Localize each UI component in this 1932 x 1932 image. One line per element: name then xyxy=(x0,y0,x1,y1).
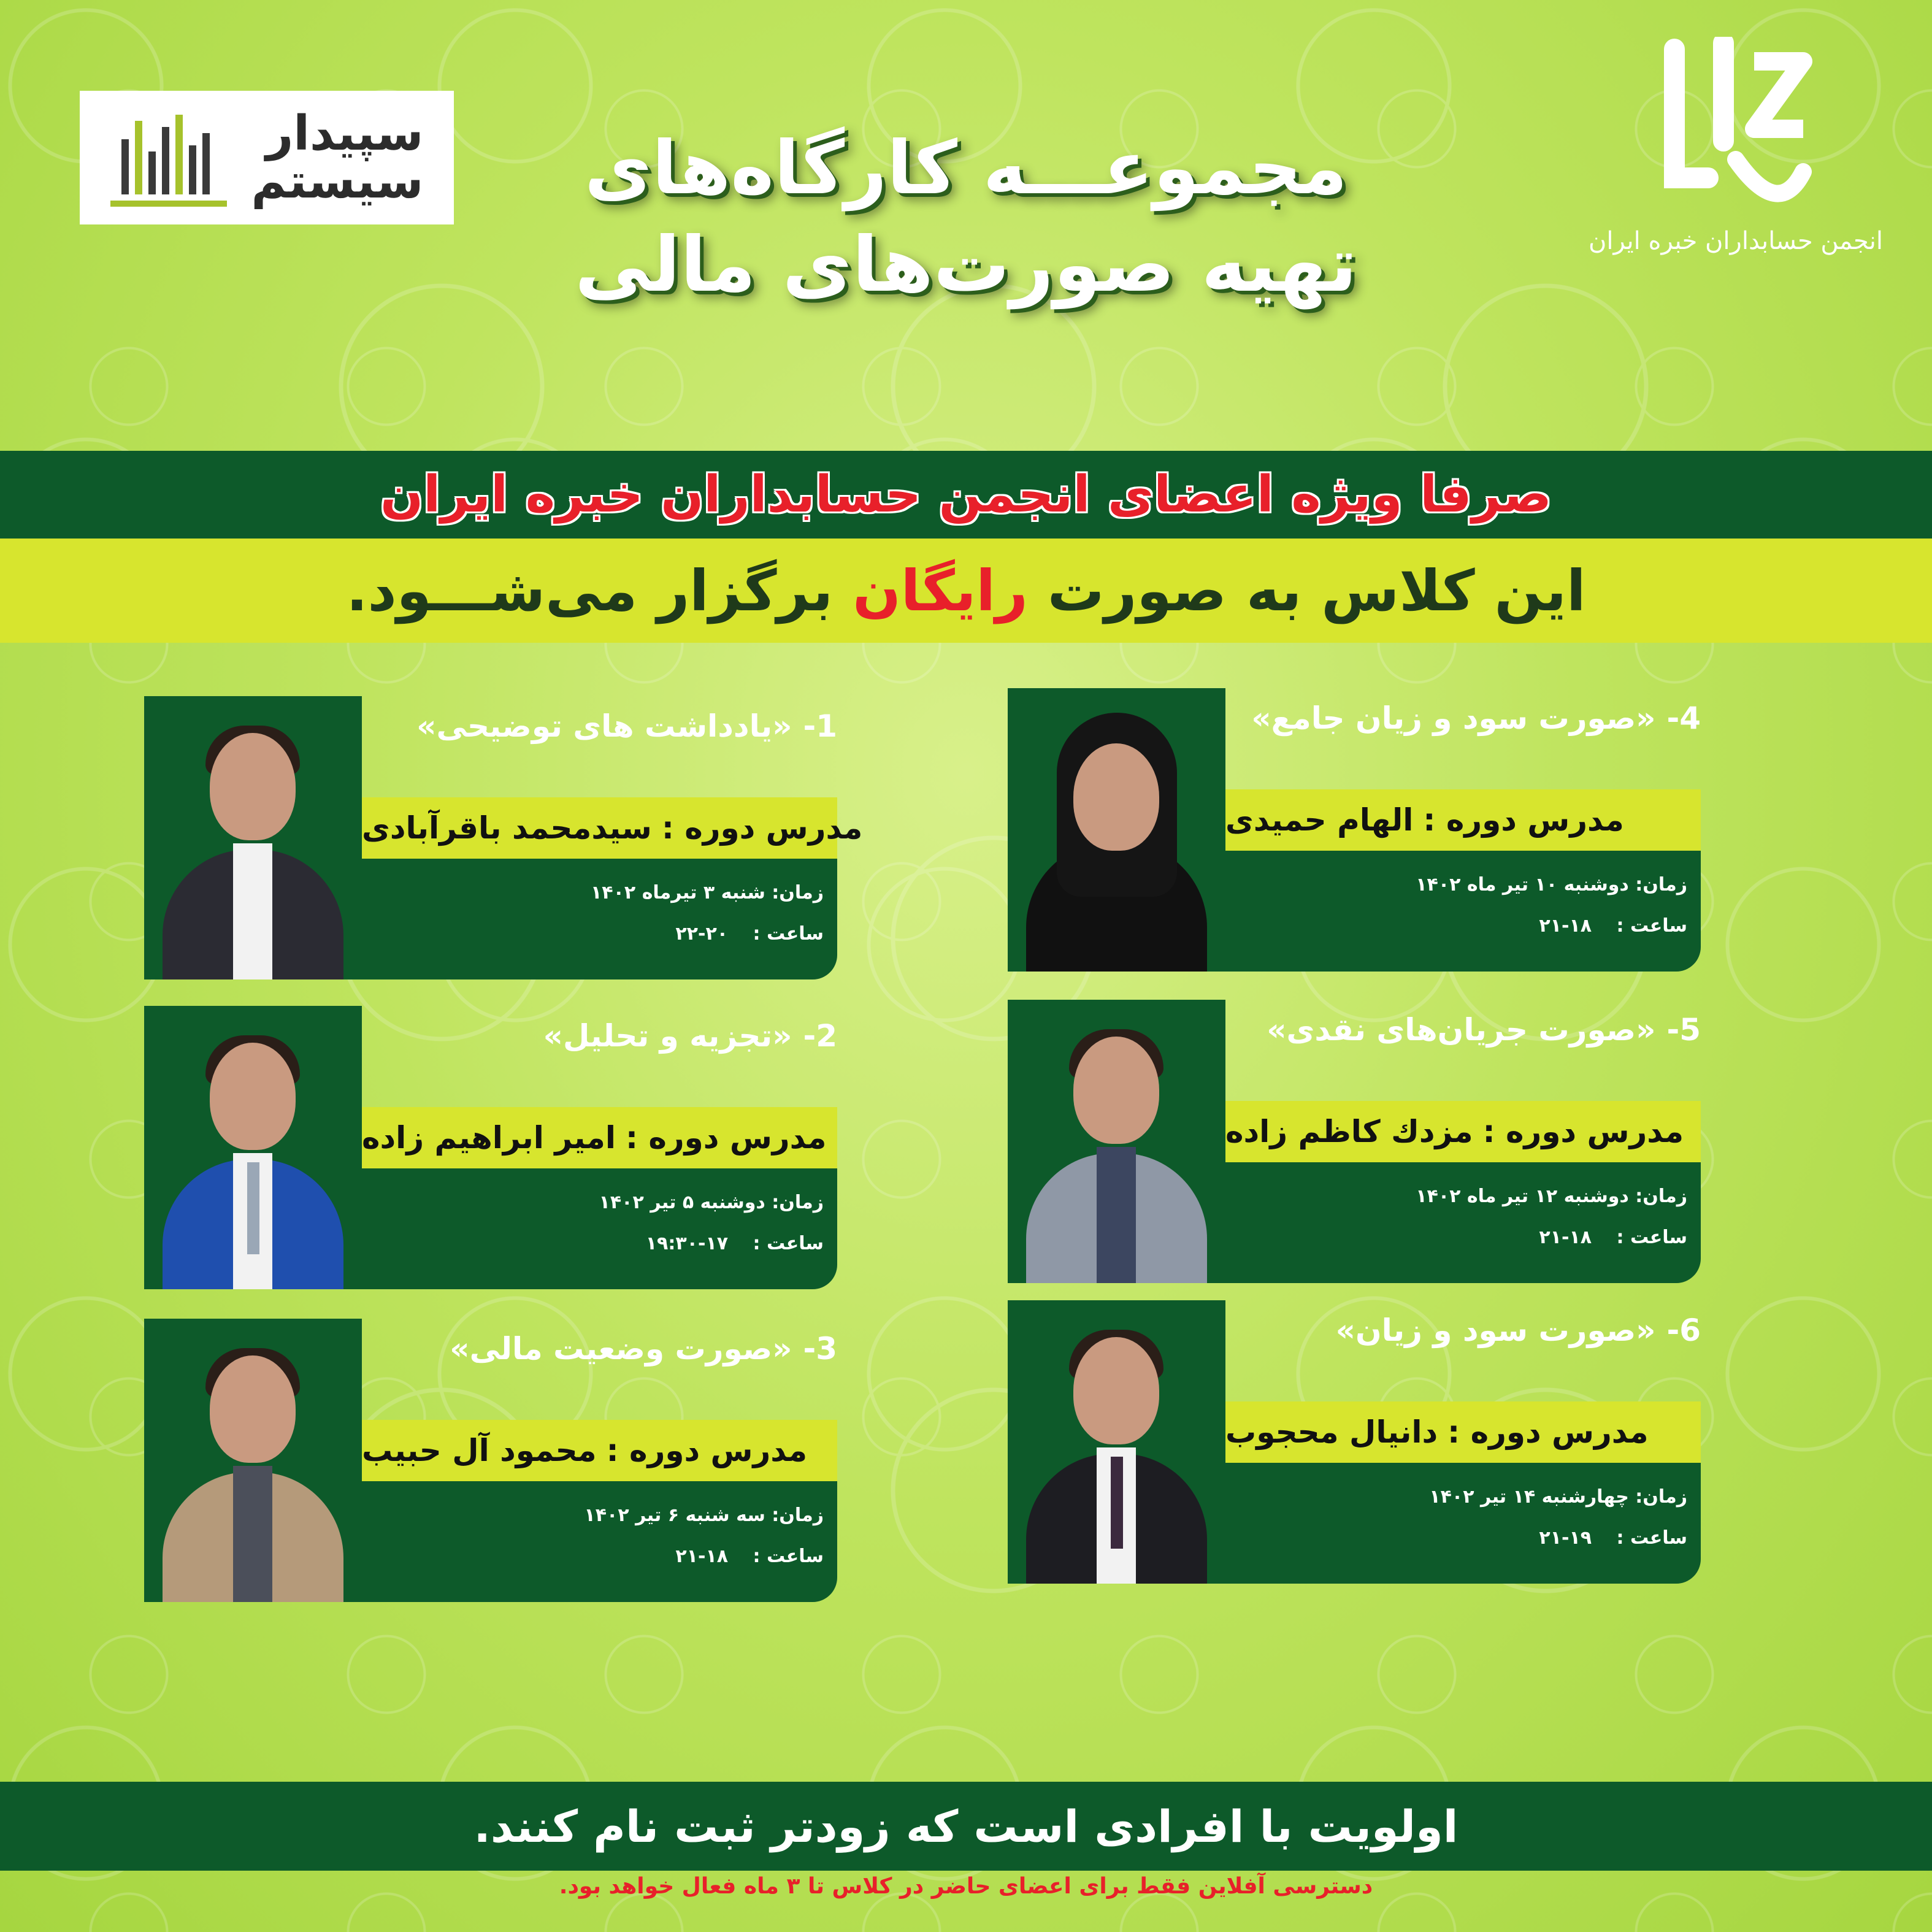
page-title-line-1: مجموعـــه کارگاه‌های xyxy=(585,126,1347,211)
free-text-highlight: رایگان xyxy=(853,558,1028,624)
sponsor-word-2: سیستم xyxy=(251,154,424,209)
association-monogram-icon xyxy=(1650,37,1822,221)
course-card-6 xyxy=(1008,1300,1701,1584)
instructor-photo xyxy=(1008,1000,1225,1283)
course-card-5 xyxy=(1008,1000,1701,1283)
course-title: 5-«صورت جریان‌های نقدی» xyxy=(1267,1012,1701,1048)
teacher-name: مزدك کاظم زاده xyxy=(1225,1114,1473,1149)
course-hour: ۱۸-۲۱ xyxy=(1539,1227,1592,1248)
course-title: 2-«تجزیه و تحلیل» xyxy=(543,1018,837,1054)
course-date: دوشنبه ۵ تیر ۱۴۰۲ xyxy=(599,1192,765,1213)
teacher-name: دانیال محجوب xyxy=(1225,1414,1438,1450)
schedule-box: زمان: دوشنبه ۱۲ تیر ماه ۱۴۰۲ ساعت : ۱۸-۲۱ xyxy=(1225,1162,1701,1283)
schedule-box: زمان: چهارشنبه ۱۴ تیر ۱۴۰۲ ساعت : ۱۹-۲۱ xyxy=(1225,1463,1701,1584)
instructor-photo xyxy=(144,1006,362,1289)
course-date: دوشنبه ۱۲ تیر ماه ۱۴۰۲ xyxy=(1416,1186,1629,1207)
teacher-bar: مدرس دوره : دانیال محجوب xyxy=(1225,1401,1701,1463)
instructor-photo xyxy=(144,696,362,979)
teacher-bar: مدرس دوره : الهام حمیدی xyxy=(1225,789,1701,851)
course-date: شنبه ۳ تیرماه ۱۴۰۲ xyxy=(591,882,765,903)
course-hour: ۱۸-۲۱ xyxy=(675,1546,729,1567)
course-hour: ۱۷-۱۹:۳۰ xyxy=(645,1233,729,1254)
association-logo xyxy=(1570,37,1901,307)
teacher-bar: مدرس دوره : محمود آل حبیب xyxy=(362,1420,837,1481)
course-card-1 xyxy=(144,696,863,979)
members-only-banner xyxy=(0,451,1932,539)
teacher-name: سیدمحمد باقرآبادی xyxy=(362,810,652,846)
course-card-2 xyxy=(144,1006,837,1289)
free-class-banner xyxy=(0,539,1932,643)
course-hour: ۲۰-۲۲ xyxy=(675,923,729,945)
course-date: دوشنبه ۱۰ تیر ماه ۱۴۰۲ xyxy=(1416,874,1629,895)
instructor-photo xyxy=(1008,1300,1225,1584)
teacher-name: الهام حمیدی xyxy=(1225,802,1414,838)
schedule-box: زمان: دوشنبه ۱۰ تیر ماه ۱۴۰۲ ساعت : ۱۸-۲۱ xyxy=(1225,851,1701,972)
sponsor-word-1: سپیدار xyxy=(266,106,424,161)
course-hour: ۱۹-۲۱ xyxy=(1539,1527,1592,1549)
teacher-bar: مدرس دوره : سیدمحمد باقرآبادی xyxy=(362,797,837,859)
free-text-before: این کلاس به صورت xyxy=(1047,558,1586,624)
course-date: چهارشنبه ۱۴ تیر ۱۴۰۲ xyxy=(1429,1486,1629,1508)
schedule-box: زمان: دوشنبه ۵ تیر ۱۴۰۲ ساعت : ۱۷-۱۹:۳۰ xyxy=(362,1168,837,1289)
course-title: 3-«صورت وضعیت مالی» xyxy=(450,1331,837,1367)
priority-text: اولویت با افرادی است که زودتر ثبت نام کنند. xyxy=(473,1800,1459,1852)
instructor-photo xyxy=(1008,688,1225,972)
priority-banner xyxy=(0,1782,1932,1871)
course-title: 1-«یادداشت های توضیحی» xyxy=(416,708,837,744)
course-title: 6-«صورت سود و زیان» xyxy=(1335,1313,1701,1348)
teacher-name: امیر ابراهیم زاده xyxy=(362,1120,616,1156)
page-title-line-2: تهیه صورت‌های مالی xyxy=(575,221,1357,309)
offline-access-note: دسترسی آفلاین فقط برای اعضای حاضر در کلاس تا ۳ ماه فعال خواهد بود. xyxy=(559,1874,1373,1899)
schedule-box: زمان: سه شنبه ۶ تیر ۱۴۰۲ ساعت : ۱۸-۲۱ xyxy=(362,1481,837,1602)
course-hour: ۱۸-۲۱ xyxy=(1539,915,1592,937)
teacher-bar: مدرس دوره : امیر ابراهیم زاده xyxy=(362,1107,837,1168)
course-date: سه شنبه ۶ تیر ۱۴۰۲ xyxy=(584,1505,765,1526)
teacher-bar: مدرس دوره : مزدك کاظم زاده xyxy=(1225,1101,1701,1162)
course-title: 4-«صورت سود و زیان جامع» xyxy=(1251,700,1701,736)
instructor-photo xyxy=(144,1319,362,1602)
association-caption: انجمن حسابداران خبره ایران xyxy=(1588,227,1884,255)
free-text-after: برگزار می‌شـــود. xyxy=(346,558,834,624)
teacher-name: محمود آل حبیب xyxy=(362,1433,597,1468)
members-only-text: صرفا ویژه اعضای انجمن حسابداران خبره ایران xyxy=(380,466,1552,524)
course-card-3 xyxy=(144,1319,837,1602)
schedule-box: زمان: شنبه ۳ تیرماه ۱۴۰۲ ساعت : ۲۰-۲۲ xyxy=(362,859,837,979)
course-card-4 xyxy=(1008,688,1701,972)
